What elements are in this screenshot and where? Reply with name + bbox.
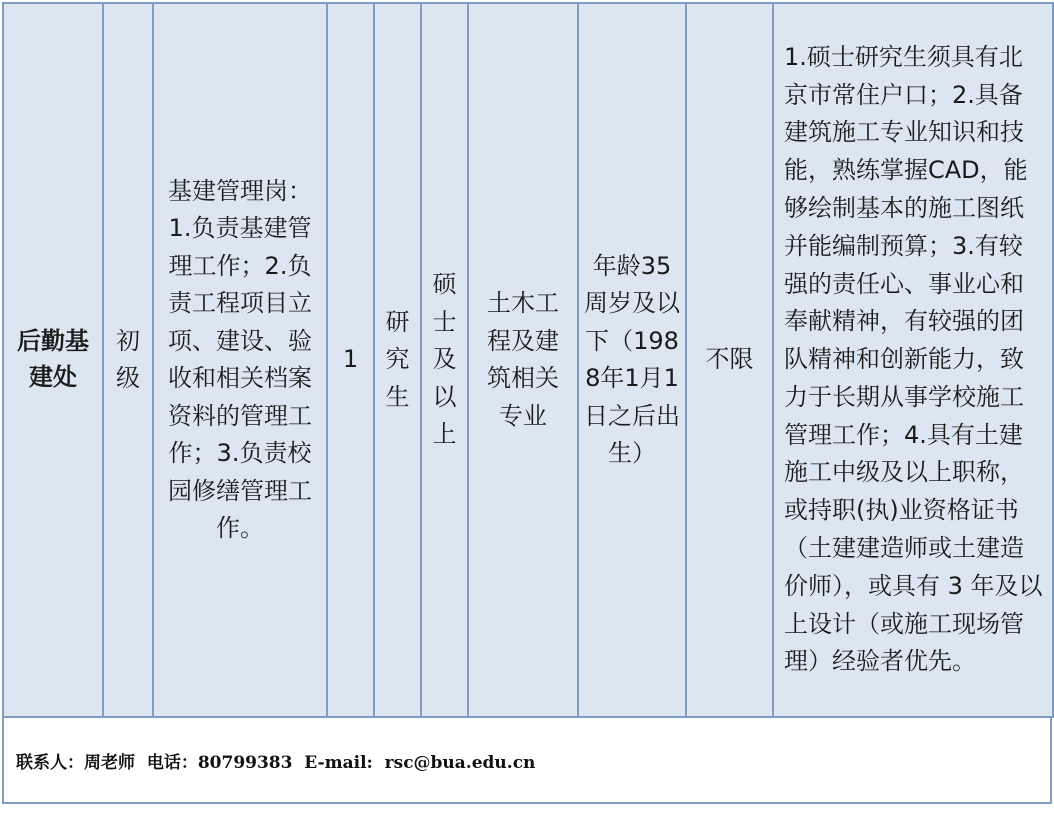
degree-cell — [421, 3, 468, 717]
requirements-cell — [773, 3, 1053, 717]
major-requirement: 土木工程及建筑相关专业 — [487, 289, 559, 430]
contact-info: 联系人：周老师 电话：80799383 E-mail: rsc@bua.edu.cn — [16, 752, 536, 773]
count-cell — [327, 3, 374, 717]
contact-bar — [2, 718, 1052, 804]
education-requirement: 研究生 — [385, 307, 410, 411]
age-cell — [578, 3, 686, 717]
job-table — [2, 2, 1054, 718]
department-name: 后勤基建处 — [17, 327, 89, 392]
position-duties: 基建管理岗：1.负责基建管理工作；2.负责工程项目立项、建设、验收和相关档案资料的管理工作；3.负责校园修缮管理工作。 — [168, 176, 312, 542]
qualification-requirements: 1.硕士研究生须具有北京市常住户口；2.具备建筑施工专业知识和技能，熟练掌握CAD，能够绘制基本的施工图纸并能编制预算；3.有较强的责任心、事业心和奉献精神，有较强的团队精神和创新能力，致力于长期从事学校施工管理工作；4.具有土建施工中级及以上职称，或持职(执)业资格证书（土建建造师或土建造价师），或具有 3 年及以上设计（或施工现场管理）经验者优先。 — [784, 42, 1043, 676]
other-requirement: 不限 — [705, 345, 754, 374]
major-cell — [468, 3, 578, 717]
other-cell — [686, 3, 773, 717]
hiring-count: 1 — [342, 345, 359, 374]
age-requirement: 年龄35周岁及以下（1988年1月1日之后出生） — [584, 251, 680, 467]
duties-cell — [153, 3, 327, 717]
level-cell — [103, 3, 153, 717]
position-level: 初级 — [116, 326, 140, 392]
department-cell — [3, 3, 103, 717]
degree-requirement: 硕士及以上 — [432, 270, 457, 449]
table-row — [3, 3, 1053, 717]
education-cell — [374, 3, 421, 717]
